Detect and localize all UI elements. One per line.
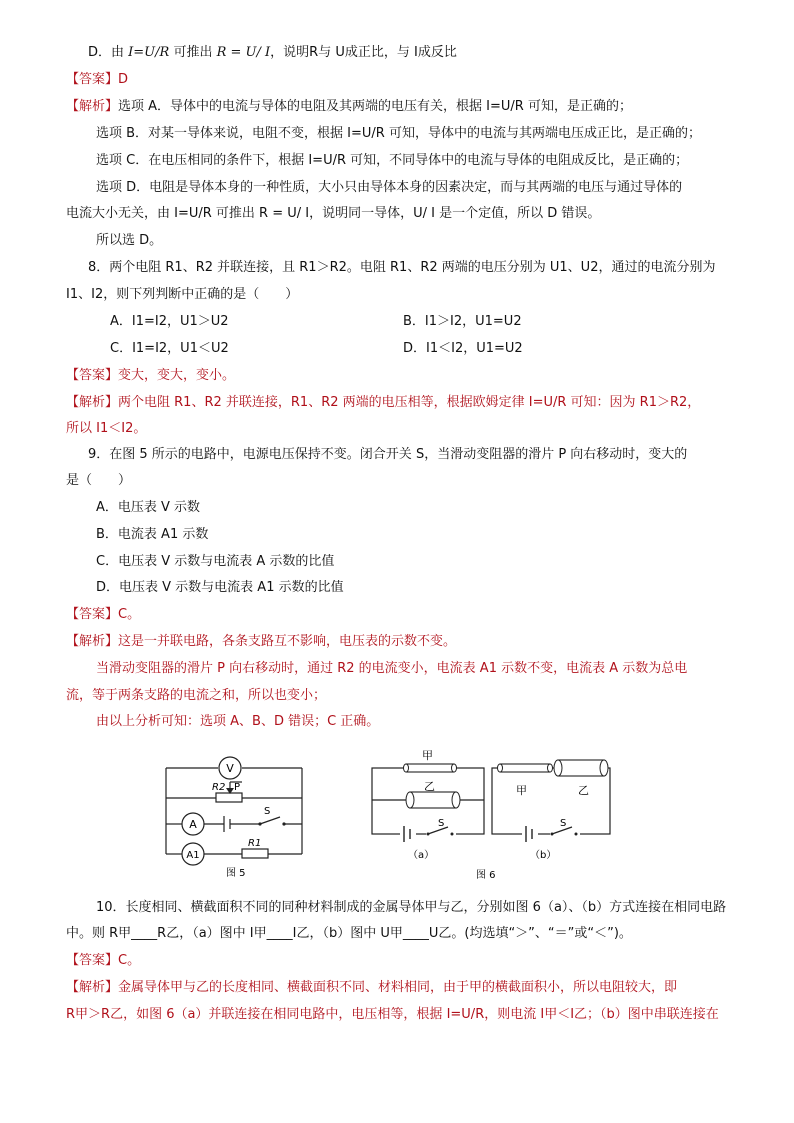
q10-analysis-line1: 【解析】金属导体甲与乙的长度相同、横截面积不同、材料相同，由于甲的横截面积小，所以电阻较大，即 — [66, 980, 678, 995]
analysis-tag: 【解析】 — [66, 634, 119, 649]
fig6a-yi-label: 乙 — [424, 780, 435, 793]
q7-analysis-b: 选项 B．对某一导体来说，电阻不变，根据 I=U/R 可知，导体中的电流与其两端电压成正比，是正确的； — [96, 126, 701, 141]
answer-tag: 【答案】 — [66, 953, 119, 968]
q7-answer: 【答案】D — [66, 72, 129, 87]
q9-analysis-line2: 当滑动变阻器的滑片 P 向右移动时，通过 R2 的电流变小，电流表 A1 示数不变，电流表 A 示数为总电 — [96, 661, 688, 676]
answer-tag: 【答案】 — [66, 72, 119, 87]
q7-analysis-d1: 选项 D．电阻是导体本身的一种性质，大小只由导体本身的因素决定，而与其两端的电压与通过导体的 — [96, 180, 683, 195]
fig6-label-a: （a） — [408, 850, 435, 861]
q7-conclusion: 所以选 D。 — [96, 233, 163, 248]
q7-analysis-d2: 电流大小无关，由 I=U/R 可推出 R = U/ I，说明同一导体，U/ I 是一个定值，所以 D 错误。 — [66, 206, 601, 221]
switch-s-label: S — [264, 806, 271, 817]
answer-tag: 【答案】 — [66, 368, 119, 383]
q9-analysis-line1: 【解析】这是一并联电路，各条支路互不影响，电压表的示数不变。 — [66, 634, 457, 649]
q8-stem-line1: 8．两个电阻 R1、R2 并联连接，且 R1＞R2。电阻 R1、R2 两端的电压分别为 U1、U2，通过的电流分别为 — [88, 260, 716, 275]
q9-option-a: A．电压表 V 示数 — [96, 500, 201, 515]
fig6b-switch-label: S — [560, 818, 567, 829]
q9-option-c: C．电压表 V 示数与电流表 A 示数的比值 — [96, 554, 335, 569]
fig6-label-b: （b） — [530, 850, 557, 861]
r1-label: R1 — [248, 838, 262, 849]
q9-stem-line1: 9．在图 5 所示的电路中，电源电压保持不变。闭合开关 S，当滑动变阻器的滑片 P 向右移动时，变大的 — [88, 447, 688, 462]
analysis-tag: 【解析】 — [66, 99, 119, 114]
q8-answer: 【答案】变大，变大，变小。 — [66, 368, 236, 383]
figure-6-caption: 图 6 — [476, 870, 496, 881]
fig6b-yi-label: 乙 — [578, 784, 589, 797]
voltmeter-label: V — [226, 762, 234, 775]
answer-tag: 【答案】 — [66, 607, 119, 622]
fig6a-switch-label: S — [438, 818, 445, 829]
figure-6-circuits — [366, 746, 616, 886]
q8-option-d: D．I1＜I2，U1=U2 — [403, 341, 523, 356]
q10-stem-line1: 10．长度相同、横截面积不同的同种材料制成的金属导体甲与乙，分别如图 6（a）、（b）方式连接在相同电路 — [96, 900, 727, 915]
q9-answer: 【答案】C。 — [66, 607, 141, 622]
q7-analysis-c: 选项 C．在电压相同的条件下，根据 I=U/R 可知，不同导体中的电流与导体的电阻成反比，是正确的； — [96, 153, 689, 168]
fig6b-jia-label: 甲 — [516, 784, 527, 797]
q8-option-c: C．I1=I2，U1＜U2 — [110, 341, 229, 356]
ammeter-a-label: A — [189, 818, 197, 831]
q8-analysis-line2: 所以 I1＜I2。 — [66, 421, 147, 436]
fig6a-jia-label: 甲 — [422, 749, 433, 762]
analysis-tag: 【解析】 — [66, 395, 119, 410]
q10-analysis-line2: R甲＞R乙，如图 6（a）并联连接在相同电路中，电压相等，根据 I=U/R，则电流 I甲＜I乙；（b）图中串联连接在 — [66, 1007, 719, 1022]
ammeter-a1-label: A1 — [186, 850, 200, 861]
q9-option-b: B．电流表 A1 示数 — [96, 527, 209, 542]
q8-stem-line2: I1、I2，则下列判断中正确的是（ ） — [66, 287, 299, 302]
q8-option-a: A．I1=I2，U1＞U2 — [110, 314, 229, 329]
q8-analysis-line1: 【解析】两个电阻 R1、R2 并联连接，R1、R2 两端的电压相等，根据欧姆定律 I=U/R 可知：因为 R1＞R2， — [66, 395, 701, 410]
q7-analysis-a: 【解析】选项 A．导体中的电流与导体的电阻及其两端的电压有关，根据 I=U/R 可知，是正确的； — [66, 99, 632, 114]
slider-p-label: P — [234, 782, 241, 793]
analysis-tag: 【解析】 — [66, 980, 119, 995]
q7-option-d: D．由 I=U/R 可推出 R = U/ I，说明R与 U成正比，与 I成反比 — [88, 45, 457, 60]
q9-analysis-line4: 由以上分析可知：选项 A、B、D 错误；C 正确。 — [96, 714, 380, 729]
q10-stem-line2: 中。则 R甲____R乙，（a）图中 I甲____I乙，（b）图中 U甲____U乙。(均选填“＞”、“＝”或“＜”)。 — [66, 926, 632, 941]
r2-label: R2 — [212, 782, 226, 793]
q9-stem-line2: 是（ ） — [66, 473, 132, 488]
q8-option-b: B．I1＞I2，U1=U2 — [403, 314, 522, 329]
q9-analysis-line3: 流，等于两条支路的电流之和，所以也变小； — [66, 688, 327, 703]
q10-answer: 【答案】C。 — [66, 953, 141, 968]
figure-5-caption: 图 5 — [226, 868, 246, 879]
figure-5-circuit — [160, 752, 310, 882]
q9-option-d: D．电压表 V 示数与电流表 A1 示数的比值 — [96, 580, 344, 595]
